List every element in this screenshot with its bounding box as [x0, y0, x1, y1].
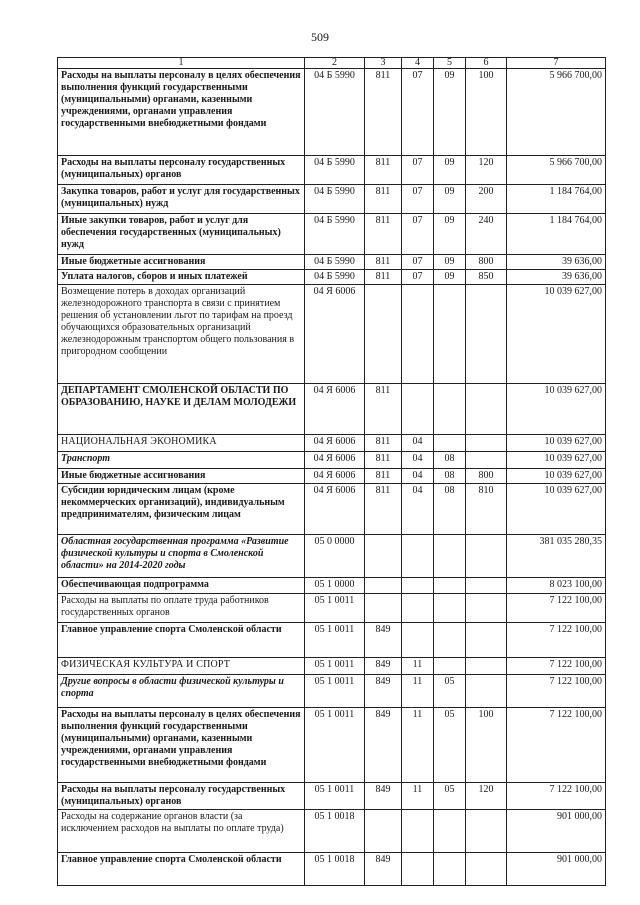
cell-name: НАЦИОНАЛЬНАЯ ЭКОНОМИКА: [58, 435, 305, 452]
table-row: [58, 675, 606, 708]
header-col-5: 5: [434, 58, 466, 69]
cell-ministry-code: 849: [365, 783, 402, 810]
table-row: [58, 255, 606, 270]
cell-amount: 10 039 627,00: [507, 484, 606, 535]
cell-target-code: 05 1 0011: [305, 658, 365, 675]
cell-expense-type-code: 240: [466, 214, 507, 255]
table-row: [58, 578, 606, 594]
cell-ministry-code: 811: [365, 435, 402, 452]
cell-target-code: 05 0 0000: [305, 535, 365, 578]
cell-ministry-code: 811: [365, 255, 402, 270]
cell-expense-type-code: 120: [466, 783, 507, 810]
cell-target-code: 04 Я 6006: [305, 285, 365, 384]
cell-amount: 381 035 280,35: [507, 535, 606, 578]
cell-amount: 5 966 700,00: [507, 156, 606, 185]
cell-target-code: 04 Я 6006: [305, 469, 365, 484]
header-col-4: 4: [402, 58, 434, 69]
cell-subsection-code: 09: [434, 69, 466, 156]
cell-name: Иные бюджетные ассигнования: [58, 255, 305, 270]
cell-ministry-code: 849: [365, 623, 402, 658]
table-row: [58, 69, 606, 156]
cell-expense-type-code: [466, 535, 507, 578]
cell-section-code: 11: [402, 783, 434, 810]
cell-ministry-code: 811: [365, 270, 402, 285]
cell-amount: 10 039 627,00: [507, 469, 606, 484]
cell-subsection-code: [434, 810, 466, 853]
cell-expense-type-code: [466, 810, 507, 853]
cell-name: ДЕПАРТАМЕНТ СМОЛЕНСКОЙ ОБЛАСТИ ПО ОБРАЗОВАНИЮ, НАУКЕ И ДЕЛАМ МОЛОДЕЖИ: [58, 384, 305, 435]
header-col-1: 1: [58, 58, 305, 69]
cell-name: Главное управление спорта Смоленской области: [58, 623, 305, 658]
cell-subsection-code: 09: [434, 255, 466, 270]
cell-ministry-code: 811: [365, 156, 402, 185]
table-row: [58, 810, 606, 853]
table-row: [58, 853, 606, 886]
cell-name: Областная государственная программа «Развитие физической культуры и спорта в Смоленской области» на 2014-2020 годы: [58, 535, 305, 578]
table-row: [58, 384, 606, 435]
cell-subsection-code: [434, 535, 466, 578]
cell-section-code: 07: [402, 270, 434, 285]
cell-target-code: 05 1 0011: [305, 783, 365, 810]
header-col-2: 2: [305, 58, 365, 69]
cell-ministry-code: 849: [365, 658, 402, 675]
cell-section-code: 11: [402, 675, 434, 708]
cell-subsection-code: 08: [434, 484, 466, 535]
cell-subsection-code: [434, 594, 466, 623]
cell-target-code: 04 Б 5990: [305, 185, 365, 214]
cell-expense-type-code: 120: [466, 156, 507, 185]
cell-ministry-code: [365, 535, 402, 578]
cell-subsection-code: 05: [434, 675, 466, 708]
cell-subsection-code: 09: [434, 185, 466, 214]
table-row: [58, 270, 606, 285]
cell-ministry-code: 811: [365, 214, 402, 255]
table-row: [58, 535, 606, 578]
cell-name: Главное управление спорта Смоленской области: [58, 853, 305, 886]
cell-ministry-code: 811: [365, 384, 402, 435]
cell-subsection-code: 09: [434, 156, 466, 185]
table-row: [58, 156, 606, 185]
table-row: [58, 435, 606, 452]
cell-target-code: 04 Я 6006: [305, 484, 365, 535]
cell-ministry-code: 849: [365, 675, 402, 708]
cell-name: Расходы на выплаты по оплате труда работников государственных органов: [58, 594, 305, 623]
cell-target-code: 04 Б 5990: [305, 255, 365, 270]
cell-target-code: 04 Я 6006: [305, 435, 365, 452]
cell-expense-type-code: 100: [466, 69, 507, 156]
cell-expense-type-code: 800: [466, 469, 507, 484]
cell-subsection-code: [434, 384, 466, 435]
cell-target-code: 04 Б 5990: [305, 156, 365, 185]
cell-section-code: 07: [402, 185, 434, 214]
cell-target-code: 04 Б 5990: [305, 270, 365, 285]
cell-ministry-code: 811: [365, 185, 402, 214]
cell-ministry-code: 811: [365, 469, 402, 484]
cell-target-code: 04 Б 5990: [305, 214, 365, 255]
cell-amount: 901 000,00: [507, 853, 606, 886]
cell-section-code: 07: [402, 156, 434, 185]
cell-target-code: 05 1 0011: [305, 623, 365, 658]
cell-amount: 7 122 100,00: [507, 623, 606, 658]
cell-target-code: 05 1 0011: [305, 594, 365, 623]
cell-target-code: 05 1 0000: [305, 578, 365, 594]
cell-name: Закупка товаров, работ и услуг для государственных (муниципальных) нужд: [58, 185, 305, 214]
cell-expense-type-code: [466, 853, 507, 886]
cell-name: Иные закупки товаров, работ и услуг для обеспечения государственных (муниципальных) нужд: [58, 214, 305, 255]
cell-expense-type-code: [466, 285, 507, 384]
cell-ministry-code: 811: [365, 452, 402, 469]
cell-subsection-code: [434, 853, 466, 886]
cell-name: Расходы на выплаты персоналу государственных (муниципальных) органов: [58, 783, 305, 810]
cell-expense-type-code: [466, 594, 507, 623]
cell-amount: 10 039 627,00: [507, 384, 606, 435]
cell-section-code: [402, 384, 434, 435]
cell-section-code: 04: [402, 452, 434, 469]
cell-section-code: [402, 578, 434, 594]
cell-expense-type-code: [466, 623, 507, 658]
cell-amount: 901 000,00: [507, 810, 606, 853]
table-row: [58, 285, 606, 384]
cell-section-code: 11: [402, 708, 434, 783]
cell-ministry-code: [365, 285, 402, 384]
cell-subsection-code: 09: [434, 270, 466, 285]
cell-expense-type-code: [466, 675, 507, 708]
cell-amount: 10 039 627,00: [507, 435, 606, 452]
cell-name: Уплата налогов, сборов и иных платежей: [58, 270, 305, 285]
cell-expense-type-code: [466, 384, 507, 435]
table-row: [58, 484, 606, 535]
cell-expense-type-code: [466, 658, 507, 675]
cell-section-code: 07: [402, 214, 434, 255]
cell-amount: 10 039 627,00: [507, 452, 606, 469]
cell-name: Расходы на содержание органов власти (за исключением расходов на выплаты по оплате труда): [58, 810, 305, 853]
cell-target-code: 05 1 0011: [305, 675, 365, 708]
cell-amount: 10 039 627,00: [507, 285, 606, 384]
cell-subsection-code: 05: [434, 708, 466, 783]
cell-name: Иные бюджетные ассигнования: [58, 469, 305, 484]
header-col-7: 7: [507, 58, 606, 69]
cell-expense-type-code: 100: [466, 708, 507, 783]
budget-table: [57, 57, 606, 886]
cell-section-code: 11: [402, 658, 434, 675]
cell-section-code: [402, 285, 434, 384]
cell-ministry-code: [365, 594, 402, 623]
cell-amount: 1 184 764,00: [507, 185, 606, 214]
cell-amount: 8 023 100,00: [507, 578, 606, 594]
cell-ministry-code: 811: [365, 69, 402, 156]
cell-ministry-code: [365, 578, 402, 594]
cell-amount: 7 122 100,00: [507, 708, 606, 783]
cell-target-code: 04 Я 6006: [305, 384, 365, 435]
header-col-3: 3: [365, 58, 402, 69]
table-row: [58, 214, 606, 255]
cell-name: Субсидии юридическим лицам (кроме некоммерческих организаций), индивидуальным предпринимателям, физическим лицам: [58, 484, 305, 535]
table-row: [58, 594, 606, 623]
table-header-row: [58, 58, 606, 69]
cell-section-code: [402, 594, 434, 623]
cell-amount: 1 184 764,00: [507, 214, 606, 255]
cell-section-code: [402, 623, 434, 658]
cell-name: Расходы на выплаты персоналу государственных (муниципальных) органов: [58, 156, 305, 185]
cell-section-code: 04: [402, 484, 434, 535]
cell-expense-type-code: 810: [466, 484, 507, 535]
cell-ministry-code: 849: [365, 853, 402, 886]
cell-ministry-code: 849: [365, 708, 402, 783]
cell-name: Другие вопросы в области физической культуры и спорта: [58, 675, 305, 708]
cell-target-code: 04 Я 6006: [305, 452, 365, 469]
cell-section-code: [402, 535, 434, 578]
cell-section-code: 07: [402, 255, 434, 270]
cell-expense-type-code: [466, 435, 507, 452]
cell-expense-type-code: 800: [466, 255, 507, 270]
cell-subsection-code: 08: [434, 469, 466, 484]
table-row: [58, 708, 606, 783]
cell-subsection-code: [434, 578, 466, 594]
cell-target-code: 05 1 0018: [305, 810, 365, 853]
cell-target-code: 05 1 0011: [305, 708, 365, 783]
cell-subsection-code: 08: [434, 452, 466, 469]
cell-section-code: 07: [402, 69, 434, 156]
cell-expense-type-code: 200: [466, 185, 507, 214]
header-col-6: 6: [466, 58, 507, 69]
cell-amount: 39 636,00: [507, 270, 606, 285]
cell-ministry-code: [365, 810, 402, 853]
table-row: [58, 623, 606, 658]
cell-target-code: 04 Б 5990: [305, 69, 365, 156]
cell-expense-type-code: 850: [466, 270, 507, 285]
cell-name: Расходы на выплаты персоналу в целях обеспечения выполнения функций государственными (муниципальными) органами, казенными учреждениями, органами управления государственными внебюджетными фондами: [58, 708, 305, 783]
cell-subsection-code: 09: [434, 214, 466, 255]
cell-name: Возмещение потерь в доходах организаций железнодорожного транспорта в связи с принятием решения об установлении льгот по тарифам на проезд обучающихся образовательных организаций железнодорожным транспортом общего пользования в пригородном сообщении: [58, 285, 305, 384]
table-row: [58, 783, 606, 810]
cell-subsection-code: [434, 623, 466, 658]
cell-section-code: 04: [402, 435, 434, 452]
table-row: [58, 469, 606, 484]
table-row: [58, 452, 606, 469]
cell-amount: 7 122 100,00: [507, 658, 606, 675]
cell-ministry-code: 811: [365, 484, 402, 535]
cell-target-code: 05 1 0018: [305, 853, 365, 886]
cell-expense-type-code: [466, 452, 507, 469]
cell-section-code: [402, 810, 434, 853]
cell-subsection-code: 05: [434, 783, 466, 810]
cell-name: Транспорт: [58, 452, 305, 469]
cell-expense-type-code: [466, 578, 507, 594]
cell-amount: 7 122 100,00: [507, 594, 606, 623]
cell-subsection-code: [434, 435, 466, 452]
cell-amount: 39 636,00: [507, 255, 606, 270]
table-row: [58, 185, 606, 214]
cell-subsection-code: [434, 285, 466, 384]
cell-name: ФИЗИЧЕСКАЯ КУЛЬТУРА И СПОРТ: [58, 658, 305, 675]
cell-amount: 5 966 700,00: [507, 69, 606, 156]
cell-name: Обеспечивающая подпрограмма: [58, 578, 305, 594]
cell-section-code: [402, 853, 434, 886]
cell-section-code: 04: [402, 469, 434, 484]
cell-name: Расходы на выплаты персоналу в целях обеспечения выполнения функций государственными (муниципальными) органами, казенными учреждениями, органами управления государственными внебюджетными фондами: [58, 69, 305, 156]
cell-subsection-code: [434, 658, 466, 675]
table-row: [58, 658, 606, 675]
cell-amount: 7 122 100,00: [507, 675, 606, 708]
cell-amount: 7 122 100,00: [507, 783, 606, 810]
page-number: 509: [311, 30, 329, 44]
